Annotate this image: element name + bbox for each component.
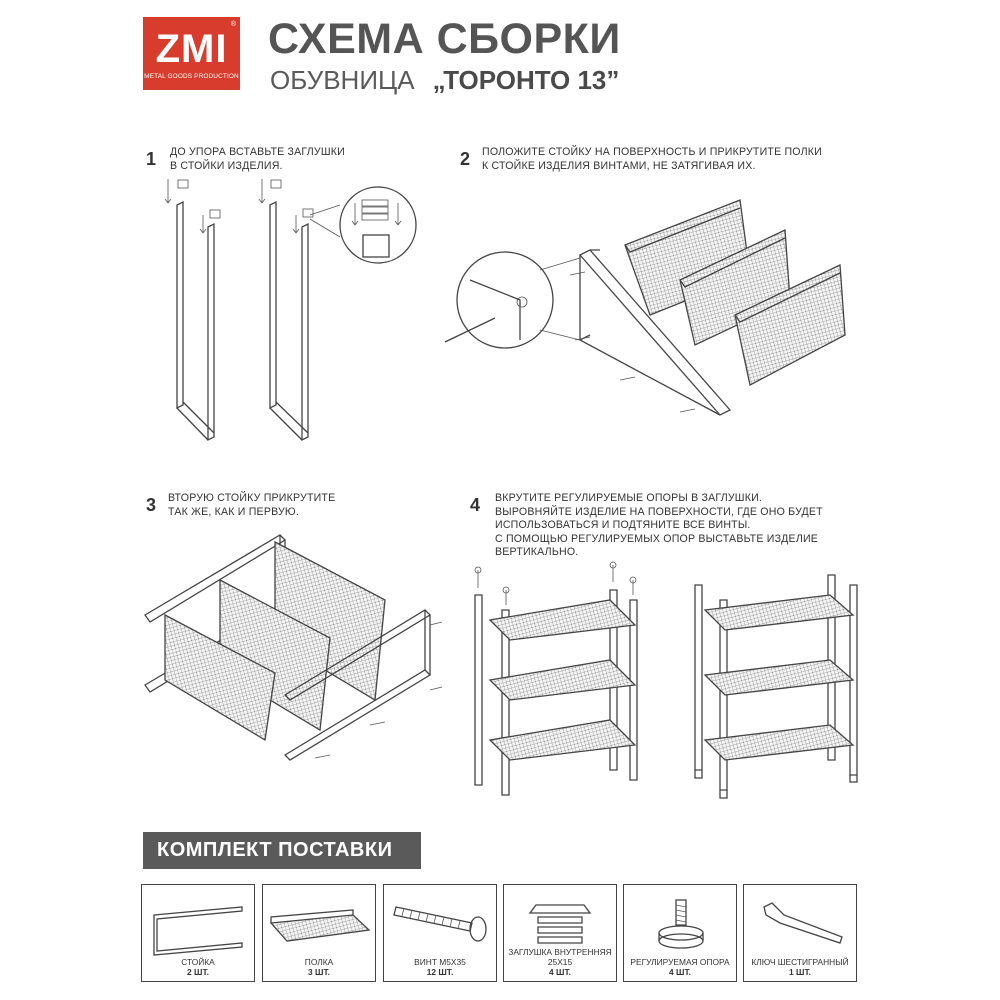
step-1-text — [170, 146, 345, 173]
kit-item-qty: 2 ШТ. — [187, 967, 209, 977]
step-3-line: ВТОРУЮ СТОЙКУ ПРИКРУТИТЕ — [168, 492, 336, 504]
kit-item-qty: 1 ШТ. — [789, 967, 811, 977]
kit-item-qty: 3 ШТ. — [308, 967, 330, 977]
kit-item-foot — [623, 884, 737, 982]
step-3-number: 3 — [146, 495, 157, 515]
step-2-illustration — [440, 190, 860, 430]
kit-item-plug — [503, 884, 617, 982]
kit-item-label — [384, 957, 496, 977]
frame-post-a — [165, 179, 220, 440]
step-1-line: В СТОЙКИ ИЗДЕЛИЯ. — [170, 159, 283, 172]
kit-item-name: КЛЮЧ ШЕСТИГРАННЫЙ — [751, 957, 849, 967]
kit-item-label — [263, 957, 375, 977]
step-4-illustration-upright — [690, 570, 865, 800]
step-4-number: 4 — [470, 495, 481, 515]
kit-item-label — [142, 957, 254, 977]
kit-item-screw — [383, 884, 497, 982]
brand-logo — [143, 17, 240, 90]
product-name: ОБУВНИЦА — [270, 65, 415, 95]
step-3-illustration — [140, 530, 450, 770]
step-4-line: ВЫРОВНЯЙТЕ ИЗДЕЛИЕ НА ПОВЕРХНОСТИ, ГДЕ ОНО БУДЕТ — [495, 505, 823, 518]
kit-item-qty: 4 ШТ. — [669, 967, 691, 977]
frame-post-b — [259, 179, 313, 440]
page-title: СХЕМА СБОРКИ — [268, 15, 621, 63]
kit-item-name: ЗАГЛУШКА ВНУТРЕННЯЯ 25Х15 — [508, 947, 612, 967]
step-2-line: ПОЛОЖИТЕ СТОЙКУ НА ПОВЕРХНОСТЬ И ПРИКРУТИТЕ ПОЛКИ — [482, 146, 822, 158]
step-2-line: К СТОЙКЕ ИЗДЕЛИЯ ВИНТАМИ, НЕ ЗАТЯГИВАЯ ИХ. — [482, 159, 756, 172]
kit-item-name: РЕГУЛИРУЕМАЯ ОПОРА — [630, 957, 730, 967]
step-3-text — [168, 492, 335, 519]
step-2-number: 2 — [460, 149, 471, 169]
kit-item-shelf — [262, 884, 376, 982]
page-subtitle — [270, 64, 619, 96]
kit-item-name: ВИНТ М5Х35 — [414, 957, 466, 967]
kit-item-post — [141, 884, 255, 982]
kit-item-name: ПОЛКА — [304, 957, 334, 967]
step-2-text — [482, 146, 822, 173]
logo-subtitle: METAL GOODS PRODUCTION — [144, 73, 239, 80]
logo-text: ZMI — [155, 27, 228, 71]
step-4-line: ВКРУТИТЕ РЕГУЛИРУЕМЫЕ ОПОРЫ В ЗАГЛУШКИ. — [495, 492, 763, 504]
step-4-line: ИСПОЛЬЗОВАТЬСЯ И ПОДТЯНИТЕ ВСЕ ВИНТЫ. — [495, 519, 751, 531]
product-model: „ТОРОНТО 13” — [432, 65, 620, 95]
step-4-line: ВЕРТИКАЛЬНО. — [495, 546, 579, 558]
step-1-line: ДО УПОРА ВСТАВЬТЕ ЗАГЛУШКИ — [170, 146, 345, 158]
step-1-number: 1 — [146, 149, 157, 169]
kit-item-label — [744, 957, 856, 977]
kit-item-hex-key — [743, 884, 857, 982]
kit-item-name: СТОЙКА — [181, 957, 215, 967]
step-4-illustration-inverted — [470, 560, 650, 800]
kit-item-label — [504, 947, 616, 977]
kit-title: КОМПЛЕКТ ПОСТАВКИ — [143, 832, 421, 869]
registered-mark: ® — [230, 21, 236, 28]
zoom-callout — [310, 187, 416, 263]
step-4-line: С ПОМОЩЬЮ РЕГУЛИРУЕМЫХ ОПОР ВЫСТАВЬТЕ ИЗДЕЛИЕ — [495, 532, 819, 545]
step-4-text — [495, 492, 823, 560]
kit-item-qty: 12 ШТ. — [426, 967, 454, 977]
kit-item-label — [624, 957, 736, 977]
step-3-line: ТАК ЖЕ, КАК И ПЕРВУЮ. — [168, 505, 299, 518]
kit-item-qty: 4 ШТ. — [549, 967, 571, 977]
step-1-illustration — [150, 175, 420, 445]
